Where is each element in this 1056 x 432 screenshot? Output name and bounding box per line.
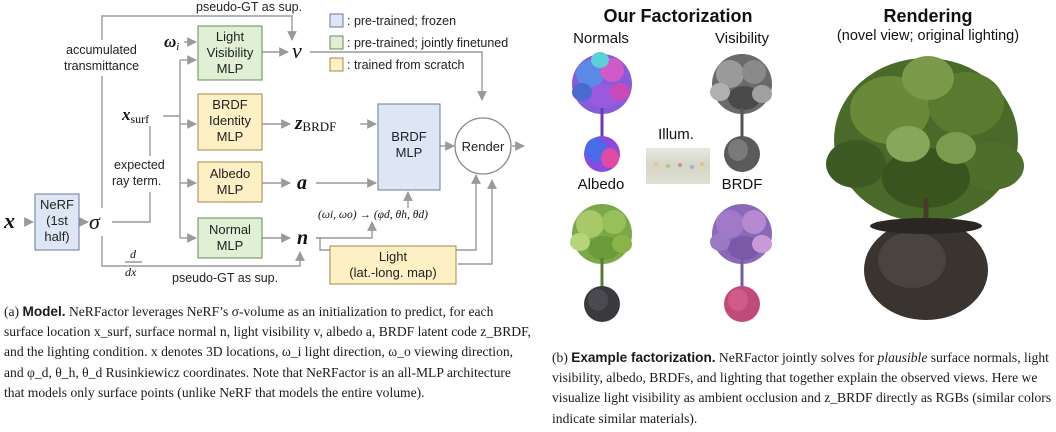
caption-b-prefix: (b) — [552, 350, 572, 365]
light-box-line-1: Light — [378, 249, 408, 264]
light-vis-line-2: Visibility — [206, 45, 254, 60]
legend-scratch-swatch — [330, 58, 343, 71]
rendering-image — [816, 48, 1036, 322]
brdf-identity-line-2: Identity — [209, 113, 251, 128]
symbol-z-brdf: zBRDF — [295, 113, 337, 134]
caption-b-bold: Example factorization. — [571, 350, 716, 365]
brdf-mlp-line-1: BRDF — [391, 129, 427, 144]
caption-a-prefix: (a) — [4, 304, 23, 319]
brdf-image — [700, 196, 784, 324]
symbol-x: x — [4, 208, 15, 233]
render-label: Render — [461, 139, 505, 154]
caption-a-text: NeRFactor leverages NeRF’s σ-volume as an initialization to predict, for each surface location x_surf, surface normal n, light visibility v, albedo a, BRDF latent code z_BRDF, and the lighting condition. x denotes 3D locations, ω_i light direction, ω_o viewing direction, and φ_d, θ_h, θ_d Rusinkiewicz coordinates. Note that NeRFactor is an all-MLP architecture that models only surface points (unlike NeRF that models the entire volume). — [4, 304, 531, 400]
albedo-line-1: Albedo — [209, 166, 251, 181]
expected-label-1: expected — [114, 158, 165, 172]
visibility-image — [700, 46, 784, 174]
normals-image — [560, 46, 644, 174]
symbol-x-surf: xsurf — [122, 105, 150, 126]
nerf-box-line-2: (1st — [46, 213, 68, 228]
caption-b — [552, 348, 1052, 429]
caption-a-bold: Model. — [22, 304, 66, 319]
legend-frozen-swatch — [330, 14, 343, 27]
normal-line-1: Normal — [209, 222, 251, 237]
legend-finetuned-swatch — [330, 36, 343, 49]
legend-frozen-label: : pre-trained; frozen — [347, 14, 457, 28]
label-illum: Illum. — [658, 126, 694, 143]
nerf-box-line-3: half) — [44, 229, 70, 244]
normal-line-2: MLP — [216, 238, 244, 253]
legend-scratch-label: : trained from scratch — [347, 58, 465, 72]
symbol-direction-mapping: (ωi, ωo) → (φd, θh, θd) — [318, 209, 428, 221]
expected-label-2: ray term. — [112, 174, 162, 188]
label-visibility: Visibility — [715, 30, 769, 47]
light-vis-line-3: MLP — [216, 61, 244, 76]
albedo-image — [560, 196, 644, 324]
symbol-omega-i: ωi — [164, 32, 180, 53]
brdf-identity-line-1: BRDF — [212, 97, 248, 112]
label-albedo: Albedo — [577, 176, 625, 193]
label-brdf: BRDF — [721, 176, 763, 193]
light-vis-line-1: Light — [215, 29, 245, 44]
label-normals: Normals — [573, 30, 629, 47]
pseudo-gt-top-label: pseudo-GT as sup. — [196, 0, 303, 14]
pseudo-gt-bottom-label: pseudo-GT as sup. — [172, 271, 279, 285]
symbol-a: a — [297, 172, 307, 194]
symbol-n: n — [297, 227, 309, 249]
symbol-sigma: σ — [89, 209, 100, 234]
caption-b-text-2: surface normals, light visibility, albedo, BRDFs, and lighting that together explain the observed views. Here we visualize light visibility as ambient occlusion and z_BRDF directly as RGBs (similar colors indicate similar materials). — [552, 350, 1052, 426]
symbol-v: v — [292, 38, 302, 63]
nerf-box-line-1: NeRF — [40, 197, 74, 212]
legend-finetuned-label: : pre-trained; jointly finetuned — [347, 36, 509, 50]
symbol-ddx-num: d — [130, 247, 136, 261]
accumulated-label-1: accumulated — [66, 43, 137, 57]
albedo-line-2: MLP — [216, 182, 244, 197]
caption-b-text-1: NeRFactor jointly solves for — [715, 350, 878, 365]
caption-a — [4, 302, 534, 403]
brdf-identity-line-3: MLP — [216, 129, 244, 144]
rendering-note: (novel view; original lighting) — [836, 28, 1020, 44]
caption-b-italic: plausible — [877, 350, 928, 365]
brdf-mlp-line-2: MLP — [395, 145, 423, 160]
symbol-ddx-den: dx — [125, 265, 137, 279]
model-diagram — [0, 0, 530, 300]
accumulated-label-2: transmittance — [64, 59, 140, 73]
factorization-title: Our Factorization — [603, 6, 753, 26]
light-box-line-2: (lat.-long. map) — [349, 265, 437, 280]
rendering-title: Rendering — [883, 6, 973, 26]
